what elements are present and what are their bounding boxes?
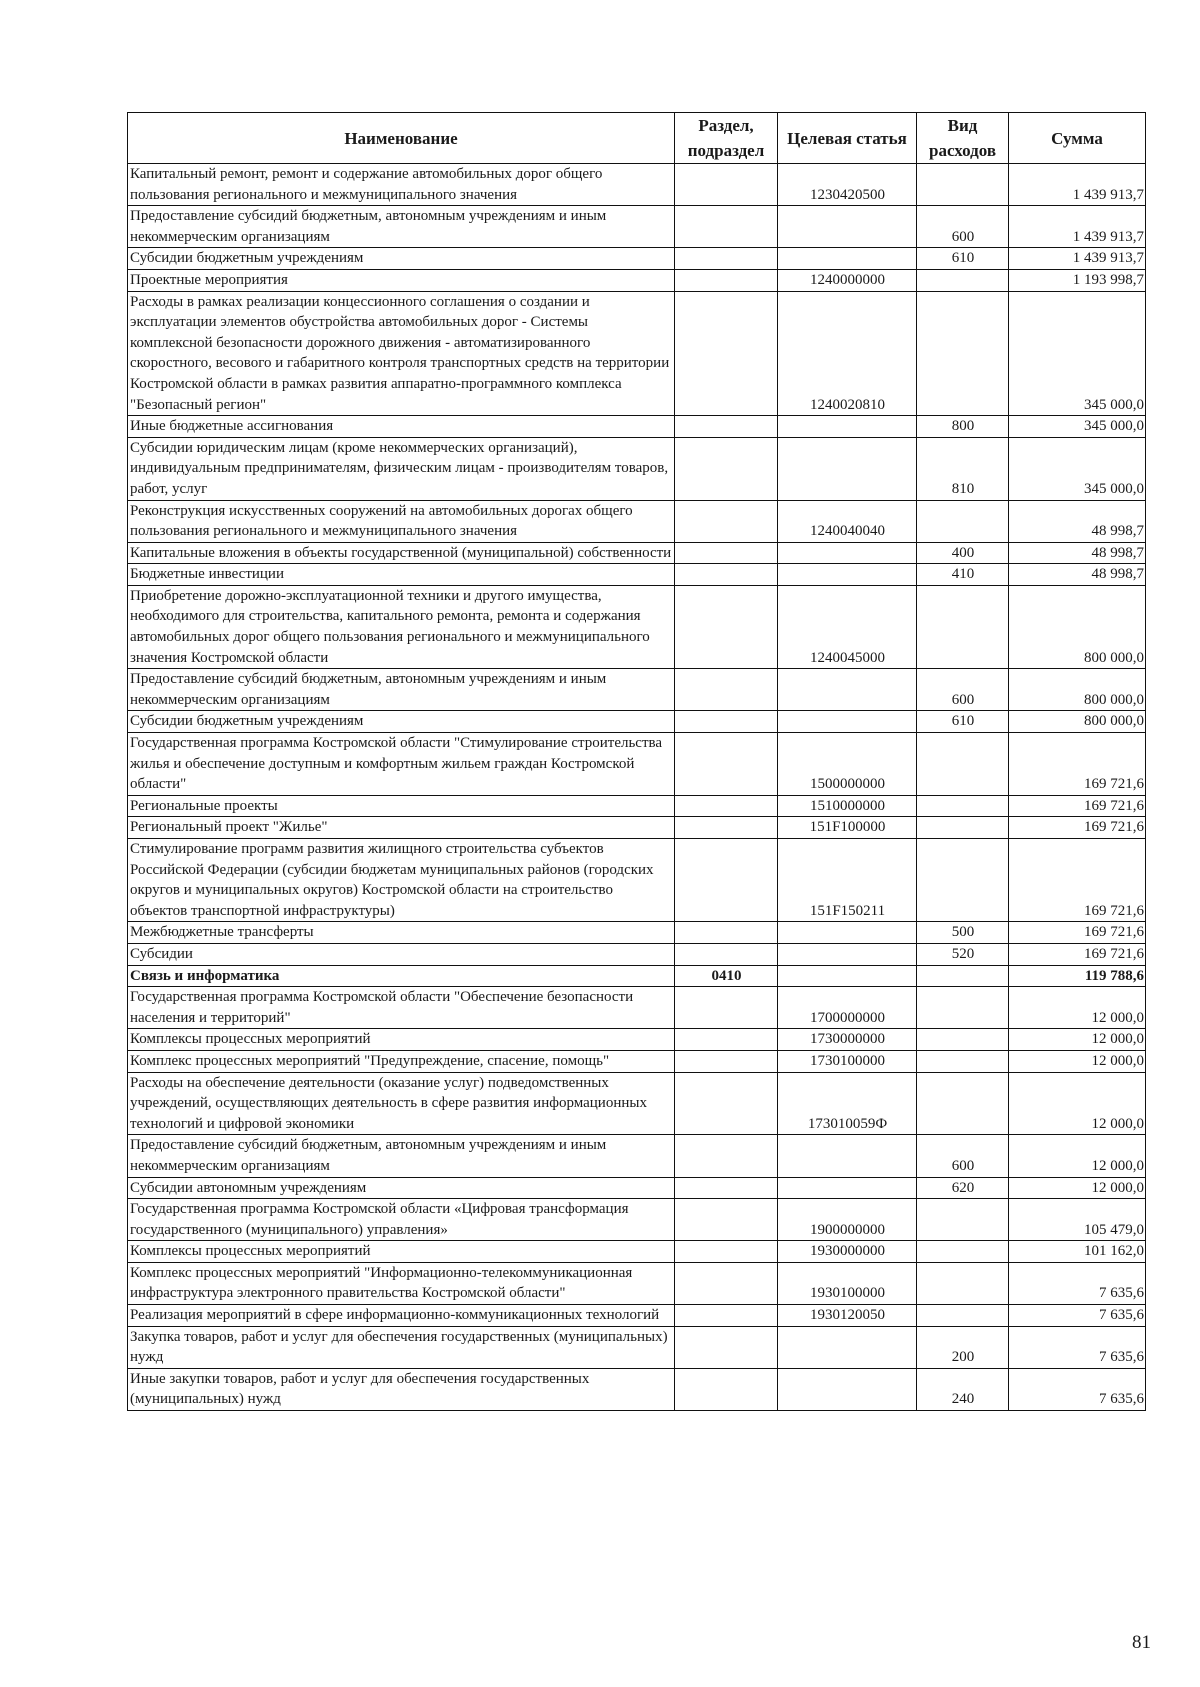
sum-cell: 1 193 998,7 — [1009, 269, 1146, 291]
name-cell: Предоставление субсидий бюджетным, автономным учреждениям и иным некоммерческим организациям — [128, 206, 675, 248]
target-cell — [778, 965, 917, 987]
section-cell — [675, 269, 778, 291]
exptype-cell: 200 — [917, 1326, 1009, 1368]
sum-cell: 1 439 913,7 — [1009, 248, 1146, 270]
target-cell: 1930120050 — [778, 1305, 917, 1327]
target-cell — [778, 943, 917, 965]
name-cell: Иные закупки товаров, работ и услуг для обеспечения государственных (муниципальных) нужд — [128, 1368, 675, 1410]
table-row — [128, 1326, 1146, 1368]
exptype-cell: 520 — [917, 943, 1009, 965]
header-target: Целевая статья — [778, 113, 917, 164]
target-cell: 1700000000 — [778, 987, 917, 1029]
name-cell: Проектные мероприятия — [128, 269, 675, 291]
table-row — [128, 1199, 1146, 1241]
sum-cell: 101 162,0 — [1009, 1241, 1146, 1263]
name-cell: Расходы в рамках реализации концессионного соглашения о создании и эксплуатации элементов обустройства автомобильных дорог - Системы комплексной безопасности дорожного движения - автоматизированного скоростного, весового и габаритного контроля транспортных средств на территории Костромской области в рамках развития аппаратно-программного комплекса "Безопасный регион" — [128, 291, 675, 416]
section-cell — [675, 1199, 778, 1241]
target-cell: 151F100000 — [778, 817, 917, 839]
target-cell — [778, 437, 917, 500]
table-row — [128, 1029, 1146, 1051]
target-cell: 1510000000 — [778, 795, 917, 817]
table-row — [128, 542, 1146, 564]
table-row — [128, 965, 1146, 987]
table-row — [128, 711, 1146, 733]
sum-cell: 119 788,6 — [1009, 965, 1146, 987]
name-cell: Капитальный ремонт, ремонт и содержание автомобильных дорог общего пользования регионального и межмуниципального значения — [128, 164, 675, 206]
exptype-cell: 600 — [917, 206, 1009, 248]
table-row — [128, 943, 1146, 965]
exptype-cell — [917, 291, 1009, 416]
exptype-cell: 800 — [917, 416, 1009, 438]
name-cell: Комплекс процессных мероприятий "Предупреждение, спасение, помощь" — [128, 1050, 675, 1072]
sum-cell: 169 721,6 — [1009, 943, 1146, 965]
exptype-cell: 610 — [917, 248, 1009, 270]
target-cell: 1230420500 — [778, 164, 917, 206]
section-cell — [675, 500, 778, 542]
section-cell — [675, 733, 778, 796]
name-cell: Стимулирование программ развития жилищного строительства субъектов Российской Федерации (субсидии бюджетам муниципальных районов (городских округов и муниципальных округов) Костромской области на строительство объектов транспортной инфраструктуры) — [128, 839, 675, 922]
sum-cell: 48 998,7 — [1009, 542, 1146, 564]
exptype-cell — [917, 795, 1009, 817]
table-row — [128, 1368, 1146, 1410]
sum-cell: 800 000,0 — [1009, 585, 1146, 668]
section-cell — [675, 1029, 778, 1051]
name-cell: Региональные проекты — [128, 795, 675, 817]
exptype-cell — [917, 1199, 1009, 1241]
exptype-cell — [917, 585, 1009, 668]
name-cell: Региональный проект "Жилье" — [128, 817, 675, 839]
table-row — [128, 1177, 1146, 1199]
sum-cell: 12 000,0 — [1009, 1072, 1146, 1135]
section-cell — [675, 542, 778, 564]
target-cell — [778, 669, 917, 711]
target-cell: 173010059Ф — [778, 1072, 917, 1135]
sum-cell: 48 998,7 — [1009, 500, 1146, 542]
exptype-cell: 410 — [917, 564, 1009, 586]
page-number: 81 — [1132, 1632, 1151, 1653]
exptype-cell — [917, 1050, 1009, 1072]
table-row — [128, 795, 1146, 817]
sum-cell: 169 721,6 — [1009, 733, 1146, 796]
target-cell — [778, 248, 917, 270]
sum-cell: 800 000,0 — [1009, 669, 1146, 711]
exptype-cell — [917, 1262, 1009, 1304]
section-cell — [675, 922, 778, 944]
table-row — [128, 839, 1146, 922]
header-sum: Сумма — [1009, 113, 1146, 164]
table-row — [128, 1241, 1146, 1263]
target-cell — [778, 542, 917, 564]
target-cell: 1930100000 — [778, 1262, 917, 1304]
section-cell — [675, 711, 778, 733]
sum-cell: 7 635,6 — [1009, 1262, 1146, 1304]
name-cell: Бюджетные инвестиции — [128, 564, 675, 586]
sum-cell: 169 721,6 — [1009, 795, 1146, 817]
sum-cell: 48 998,7 — [1009, 564, 1146, 586]
table-row — [128, 500, 1146, 542]
header-row — [128, 113, 1146, 164]
section-cell — [675, 1072, 778, 1135]
target-cell: 1900000000 — [778, 1199, 917, 1241]
target-cell: 1930000000 — [778, 1241, 917, 1263]
target-cell — [778, 416, 917, 438]
section-cell — [675, 1262, 778, 1304]
name-cell: Предоставление субсидий бюджетным, автономным учреждениям и иным некоммерческим организациям — [128, 1135, 675, 1177]
target-cell: 151F150211 — [778, 839, 917, 922]
table-row — [128, 206, 1146, 248]
name-cell: Государственная программа Костромской области "Стимулирование строительства жилья и обеспечение доступным и комфортным жильем граждан Костромской области" — [128, 733, 675, 796]
sum-cell: 105 479,0 — [1009, 1199, 1146, 1241]
name-cell: Приобретение дорожно-эксплуатационной техники и другого имущества, необходимого для строительства, капитального ремонта, ремонта и содержания автомобильных дорог общего пользования регионального и межмуниципального значения Костромской области — [128, 585, 675, 668]
exptype-cell: 620 — [917, 1177, 1009, 1199]
sum-cell: 1 439 913,7 — [1009, 206, 1146, 248]
section-cell — [675, 1368, 778, 1410]
section-cell — [675, 795, 778, 817]
name-cell: Межбюджетные трансферты — [128, 922, 675, 944]
exptype-cell: 500 — [917, 922, 1009, 944]
name-cell: Иные бюджетные ассигнования — [128, 416, 675, 438]
sum-cell: 169 721,6 — [1009, 839, 1146, 922]
section-cell — [675, 1050, 778, 1072]
target-cell: 1240045000 — [778, 585, 917, 668]
name-cell: Государственная программа Костромской области "Обеспечение безопасности населения и территорий" — [128, 987, 675, 1029]
table-body — [128, 164, 1146, 1411]
target-cell — [778, 1177, 917, 1199]
header-exptype: Вид расходов — [917, 113, 1009, 164]
sum-cell: 345 000,0 — [1009, 437, 1146, 500]
exptype-cell: 610 — [917, 711, 1009, 733]
name-cell: Субсидии автономным учреждениям — [128, 1177, 675, 1199]
section-cell — [675, 564, 778, 586]
name-cell: Капитальные вложения в объекты государственной (муниципальной) собственности — [128, 542, 675, 564]
target-cell — [778, 1368, 917, 1410]
table-row — [128, 164, 1146, 206]
section-cell — [675, 817, 778, 839]
name-cell: Государственная программа Костромской области «Цифровая трансформация государственного (муниципального) управления» — [128, 1199, 675, 1241]
table-row — [128, 922, 1146, 944]
section-cell — [675, 585, 778, 668]
name-cell: Субсидии бюджетным учреждениям — [128, 711, 675, 733]
target-cell: 1730100000 — [778, 1050, 917, 1072]
table-row — [128, 585, 1146, 668]
section-cell — [675, 669, 778, 711]
table-row — [128, 1305, 1146, 1327]
exptype-cell — [917, 1029, 1009, 1051]
section-cell — [675, 248, 778, 270]
name-cell: Связь и информатика — [128, 965, 675, 987]
exptype-cell — [917, 987, 1009, 1029]
section-cell — [675, 291, 778, 416]
header-section: Раздел, подраздел — [675, 113, 778, 164]
exptype-cell — [917, 1305, 1009, 1327]
exptype-cell — [917, 500, 1009, 542]
section-cell — [675, 839, 778, 922]
sum-cell: 345 000,0 — [1009, 291, 1146, 416]
sum-cell: 12 000,0 — [1009, 1050, 1146, 1072]
name-cell: Реализация мероприятий в сфере информационно-коммуникационных технологий — [128, 1305, 675, 1327]
sum-cell: 1 439 913,7 — [1009, 164, 1146, 206]
section-cell — [675, 1135, 778, 1177]
section-cell — [675, 943, 778, 965]
target-cell: 1730000000 — [778, 1029, 917, 1051]
table-row — [128, 437, 1146, 500]
sum-cell: 12 000,0 — [1009, 1177, 1146, 1199]
target-cell: 1240020810 — [778, 291, 917, 416]
exptype-cell: 240 — [917, 1368, 1009, 1410]
table-row — [128, 987, 1146, 1029]
target-cell: 1240000000 — [778, 269, 917, 291]
table-row — [128, 291, 1146, 416]
sum-cell: 7 635,6 — [1009, 1305, 1146, 1327]
name-cell: Субсидии юридическим лицам (кроме некоммерческих организаций), индивидуальным предпринимателям, физическим лицам - производителям товаров, работ, услуг — [128, 437, 675, 500]
sum-cell: 345 000,0 — [1009, 416, 1146, 438]
exptype-cell — [917, 817, 1009, 839]
table-row — [128, 1262, 1146, 1304]
name-cell: Субсидии бюджетным учреждениям — [128, 248, 675, 270]
table-row — [128, 1050, 1146, 1072]
header-name: Наименование — [128, 113, 675, 164]
exptype-cell: 810 — [917, 437, 1009, 500]
sum-cell: 7 635,6 — [1009, 1368, 1146, 1410]
table-row — [128, 248, 1146, 270]
section-cell — [675, 1177, 778, 1199]
table-row — [128, 269, 1146, 291]
exptype-cell — [917, 839, 1009, 922]
section-cell — [675, 437, 778, 500]
budget-table — [127, 112, 1146, 1411]
section-cell — [675, 206, 778, 248]
sum-cell: 800 000,0 — [1009, 711, 1146, 733]
table-row — [128, 416, 1146, 438]
section-cell — [675, 1305, 778, 1327]
table-row — [128, 564, 1146, 586]
exptype-cell — [917, 164, 1009, 206]
target-cell — [778, 1326, 917, 1368]
target-cell — [778, 922, 917, 944]
target-cell: 1240040040 — [778, 500, 917, 542]
exptype-cell — [917, 965, 1009, 987]
target-cell — [778, 711, 917, 733]
exptype-cell — [917, 1241, 1009, 1263]
table-row — [128, 817, 1146, 839]
name-cell: Комплексы процессных мероприятий — [128, 1029, 675, 1051]
target-cell — [778, 206, 917, 248]
table-row — [128, 1072, 1146, 1135]
name-cell: Реконструкция искусственных сооружений на автомобильных дорогах общего пользования регионального и межмуниципального значения — [128, 500, 675, 542]
section-cell — [675, 416, 778, 438]
name-cell: Комплекс процессных мероприятий "Информационно-телекоммуникационная инфраструктура электронного правительства Костромской области" — [128, 1262, 675, 1304]
exptype-cell: 600 — [917, 669, 1009, 711]
exptype-cell — [917, 269, 1009, 291]
name-cell: Расходы на обеспечение деятельности (оказание услуг) подведомственных учреждений, осуществляющих деятельность в сфере развития информационных технологий и цифровой экономики — [128, 1072, 675, 1135]
sum-cell: 169 721,6 — [1009, 922, 1146, 944]
exptype-cell — [917, 733, 1009, 796]
sum-cell: 7 635,6 — [1009, 1326, 1146, 1368]
section-cell — [675, 1241, 778, 1263]
sum-cell: 12 000,0 — [1009, 987, 1146, 1029]
exptype-cell — [917, 1072, 1009, 1135]
name-cell: Предоставление субсидий бюджетным, автономным учреждениям и иным некоммерческим организациям — [128, 669, 675, 711]
name-cell: Субсидии — [128, 943, 675, 965]
table-row — [128, 1135, 1146, 1177]
section-cell — [675, 1326, 778, 1368]
target-cell — [778, 1135, 917, 1177]
sum-cell: 12 000,0 — [1009, 1029, 1146, 1051]
target-cell — [778, 564, 917, 586]
name-cell: Закупка товаров, работ и услуг для обеспечения государственных (муниципальных) нужд — [128, 1326, 675, 1368]
target-cell: 1500000000 — [778, 733, 917, 796]
exptype-cell: 600 — [917, 1135, 1009, 1177]
sum-cell: 169 721,6 — [1009, 817, 1146, 839]
section-cell — [675, 987, 778, 1029]
exptype-cell: 400 — [917, 542, 1009, 564]
name-cell: Комплексы процессных мероприятий — [128, 1241, 675, 1263]
table-row — [128, 669, 1146, 711]
section-cell — [675, 164, 778, 206]
table-row — [128, 733, 1146, 796]
sum-cell: 12 000,0 — [1009, 1135, 1146, 1177]
section-cell: 0410 — [675, 965, 778, 987]
